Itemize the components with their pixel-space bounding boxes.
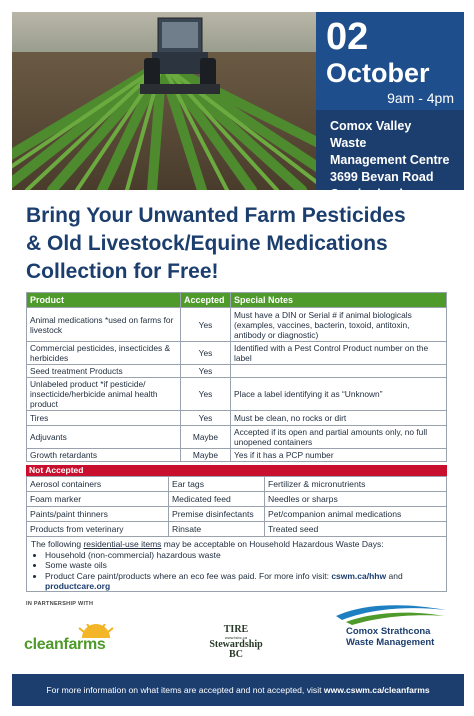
not-accepted-cell: Treated seed — [265, 522, 447, 537]
notes-cell — [231, 365, 447, 378]
list-item: • Some waste oils — [45, 560, 442, 571]
table-row — [27, 507, 447, 522]
accepted-products-table — [26, 292, 447, 462]
notes-cell: Must be clean, no rocks or dirt — [231, 411, 447, 426]
hhw-intro — [31, 539, 442, 550]
table-header-row — [27, 293, 447, 308]
list-item-and: and — [386, 570, 403, 581]
header-notes: Special Notes — [231, 293, 447, 308]
product-cell: Adjuvants — [27, 426, 181, 449]
event-day: 02 — [326, 16, 369, 58]
accepted-cell: Yes — [181, 378, 231, 411]
list-item: • Household (non-commercial) hazardous waste — [45, 550, 442, 561]
tire-wordmark: TIRE — [223, 624, 249, 635]
headline-line: Bring Your Unwanted Farm Pesticides — [26, 204, 406, 227]
residential-use-items-text: residential-use items — [83, 539, 162, 549]
not-accepted-header: Not Accepted — [26, 465, 447, 476]
table-row — [27, 426, 447, 449]
not-accepted-cell: Rinsate — [169, 522, 265, 537]
tire-stewardship-text: Stewardship BC — [209, 639, 263, 660]
productcare-link[interactable]: productcare.org — [45, 581, 111, 591]
headline-line: & Old Livestock/Equine Medications — [26, 232, 388, 255]
date-panel — [316, 12, 464, 110]
event-date-box — [316, 12, 464, 201]
list-item — [45, 571, 442, 592]
headline — [26, 202, 456, 286]
event-time: 9am - 4pm — [387, 90, 454, 106]
event-location — [316, 110, 464, 201]
product-cell: Tires — [27, 411, 181, 426]
table-row — [27, 477, 447, 492]
footer-bar — [12, 674, 464, 706]
product-cell: Unlabeled product *if pesticide/ insecticide/herbicide animal health product — [27, 378, 181, 411]
tractor-field-illustration — [12, 12, 316, 190]
header-accepted: Accepted — [181, 293, 231, 308]
table-row — [27, 365, 447, 378]
tire-stewardship-logo — [205, 625, 267, 659]
cswm-wordmark: Comox Strathcona Waste Management — [346, 626, 435, 648]
not-accepted-cell: Aerosol containers — [27, 477, 169, 492]
cleanfarms-wordmark: cleanfarms — [24, 636, 106, 653]
notes-cell: Accepted if its open and partial amounts only, no full unopened containers — [231, 426, 447, 449]
accepted-cell: Maybe — [181, 449, 231, 462]
cswm-hhw-link[interactable]: cswm.ca/hhw — [331, 570, 387, 581]
headline-line: Collection for Free! — [26, 260, 219, 283]
not-accepted-cell: Medicated feed — [169, 492, 265, 507]
not-accepted-cell: Fertilizer & micronutrients — [265, 477, 447, 492]
header-product: Product — [27, 293, 181, 308]
household-hazardous-waste-note — [26, 536, 447, 592]
table-row — [27, 342, 447, 365]
notes-cell: Place a label identifying it as “Unknown” — [231, 378, 447, 411]
footer-link[interactable]: www.cswm.ca/cleanfarms — [323, 685, 430, 695]
not-accepted-cell: Needles or sharps — [265, 492, 447, 507]
cleanfarms-logo — [24, 624, 124, 654]
hhw-list — [45, 550, 442, 592]
product-cell: Seed treatment Products — [27, 365, 181, 378]
cswm-logo — [332, 602, 450, 656]
location-line: Management Centre — [330, 153, 450, 167]
table-row — [27, 522, 447, 537]
table-row — [27, 411, 447, 426]
table-row — [27, 308, 447, 342]
accepted-cell: Yes — [181, 342, 231, 365]
location-line: 3699 Bevan Road — [330, 170, 434, 184]
tractor-field-photo — [12, 12, 316, 190]
event-month: October — [326, 58, 430, 88]
table-row — [27, 492, 447, 507]
hhw-intro-tail: may be acceptable on Household Hazardous Waste Days: — [161, 539, 384, 549]
notes-cell: Must have a DIN or Serial # if animal biologicals (examples, vaccines, bacterin, toxoid, antitoxin, antibody or diagnostic) — [231, 308, 447, 342]
footer-text: For more information on what items are accepted and not accepted, visit — [46, 685, 324, 695]
tire-url: www.tsbc.ca — [224, 635, 248, 640]
table-row — [27, 378, 447, 411]
location-line: Comox Valley Waste — [330, 119, 412, 150]
location-line: Cumberland — [330, 187, 403, 201]
not-accepted-cell: Pet/companion animal medications — [265, 507, 447, 522]
wave-icon — [332, 602, 450, 626]
table-row — [27, 449, 447, 462]
notes-cell: Yes if it has a PCP number — [231, 449, 447, 462]
accepted-cell: Yes — [181, 308, 231, 342]
product-cell: Growth retardants — [27, 449, 181, 462]
product-cell: Animal medications *used on farms for livestock — [27, 308, 181, 342]
not-accepted-cell: Products from veterinary — [27, 522, 169, 537]
accepted-cell: Maybe — [181, 426, 231, 449]
product-cell: Commercial pesticides, insecticides & herbicides — [27, 342, 181, 365]
notes-cell: Identified with a Pest Control Product number on the label — [231, 342, 447, 365]
accepted-cell: Yes — [181, 411, 231, 426]
accepted-cell: Yes — [181, 365, 231, 378]
not-accepted-cell: Premise disinfectants — [169, 507, 265, 522]
hero-banner — [12, 12, 464, 201]
not-accepted-table — [26, 476, 447, 537]
not-accepted-cell: Paints/paint thinners — [27, 507, 169, 522]
list-item-text: Product Care paint/products where an eco fee was paid. For more info visit: — [45, 570, 332, 581]
not-accepted-cell: Foam marker — [27, 492, 169, 507]
hhw-intro-text: The following — [31, 539, 84, 549]
not-accepted-cell: Ear tags — [169, 477, 265, 492]
partnership-label: IN PARTNERSHIP WITH — [26, 601, 94, 607]
